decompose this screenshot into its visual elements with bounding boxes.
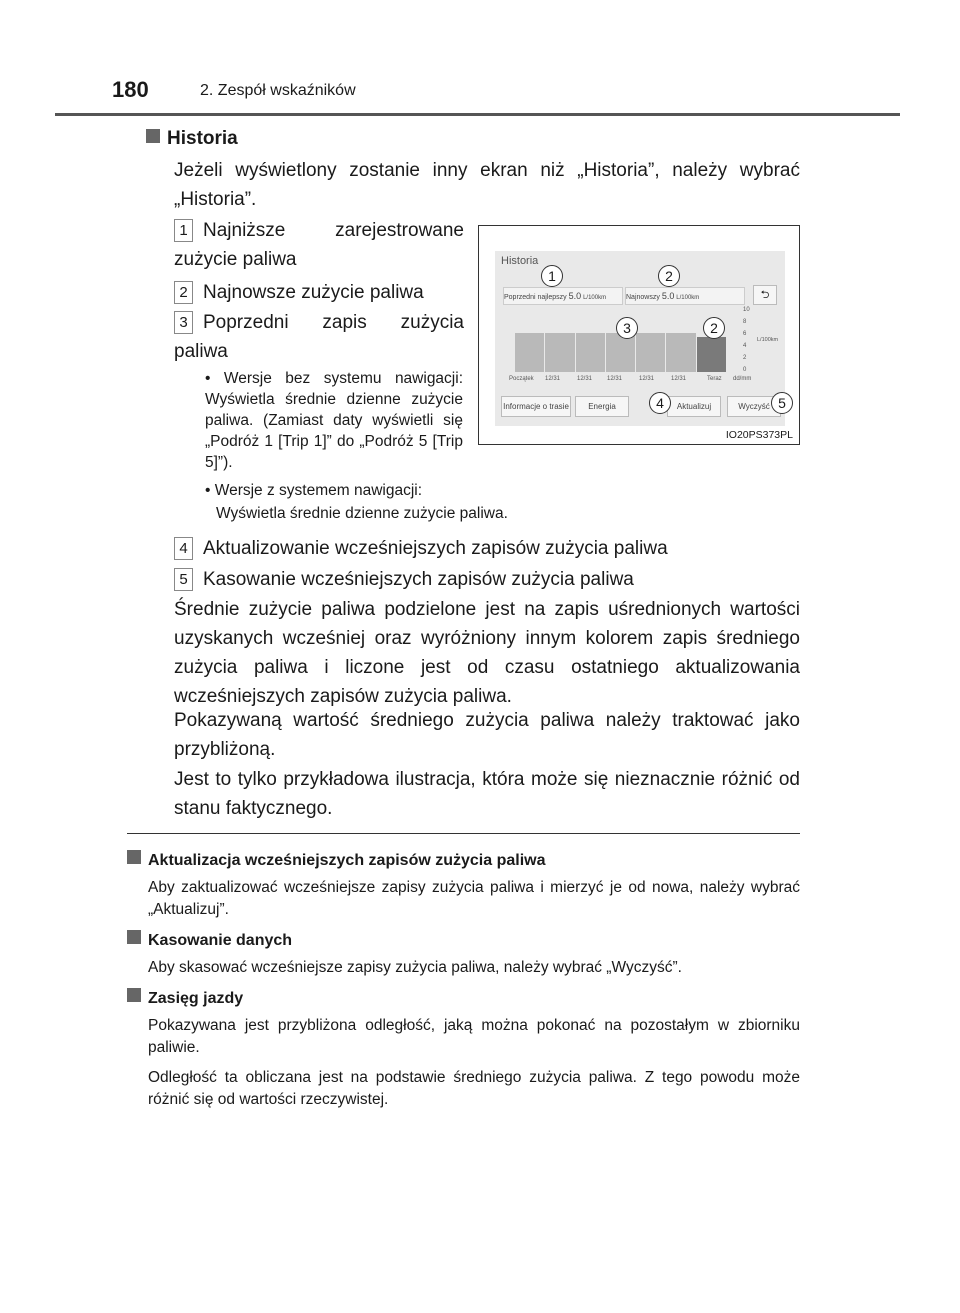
historia-heading: Historia	[146, 128, 238, 150]
chart-bar	[606, 333, 636, 372]
list-item-2: 2 Najnowsze zużycie paliwa	[174, 278, 464, 307]
number-badge: 4	[174, 537, 193, 560]
square-bullet-icon	[127, 850, 141, 864]
x-tick-label: 12/31	[607, 376, 623, 382]
chart-bar	[576, 333, 606, 372]
list-item-3: 3 Poprzedni zapis zużycia paliwa	[174, 312, 464, 362]
note-heading-range: Zasięg jazdy	[127, 988, 243, 1008]
chart-bar	[666, 333, 696, 372]
list-item-1: 1 Najniższe zarejestrowane zużycie paliwa	[174, 220, 464, 270]
list-item-5: 5 Kasowanie wcześniejszych zapisów zużycia paliwa	[174, 565, 800, 594]
best-value: 5.0	[568, 291, 582, 301]
paragraph-average: Średnie zużycie paliwa podzielone jest na zapis uśrednionych wartości uzyskanych wcześniej oraz wyróżniony innym kolorem zapis średniego zużycia paliwa i liczone jest od czasu ostatniego aktualizowania wcześniejszych zapisów zużycia paliwa.	[174, 599, 800, 707]
bullet-nav-2: Wyświetla średnie dzienne zużycie paliwa.	[216, 505, 508, 522]
clear-button[interactable]: Wyczyść	[727, 396, 781, 417]
number-badge: 2	[174, 281, 193, 304]
note-text-range-2: Odległość ta obliczana jest na podstawie średniego zużycia paliwa. Z tego powodu może różnić się od wartości rzeczywistej.	[148, 1069, 800, 1108]
header-rule	[55, 113, 900, 116]
paragraph-illustration: Jest to tylko przykładowa ilustracja, która może się nieznacznie różnić od stanu faktycznego.	[174, 769, 800, 819]
callout-2: 2	[658, 265, 680, 287]
latest-unit: L/100km	[676, 295, 700, 301]
square-bullet-icon	[127, 930, 141, 944]
page-number: 180	[112, 77, 149, 102]
screen-title: Historia	[501, 255, 539, 267]
back-button[interactable]: ⮌	[753, 285, 777, 305]
best-unit: L/100km	[583, 295, 607, 301]
callout-2b: 2	[703, 317, 725, 339]
x-tick-label: 12/31	[545, 376, 561, 382]
number-badge: 5	[174, 568, 193, 591]
y-tick-label: 8	[743, 319, 747, 325]
square-bullet-icon	[146, 129, 160, 143]
notes-rule	[127, 833, 800, 834]
bullet-no-nav: • Wersje bez systemu nawigacji: Wyświetla średnie dzienne zużycie paliwa. (Zamiast daty wyświetli się „Podróż 1 [Trip 1]” do „Podróż 5 [Trip 5]”).	[205, 370, 463, 471]
y-axis-unit: L/100km	[757, 337, 779, 343]
note-heading-clear: Kasowanie danych	[127, 930, 292, 950]
y-tick-label: 2	[743, 355, 747, 361]
x-tick-label: 12/31	[639, 376, 655, 382]
x-tick-label: 12/31	[577, 376, 593, 382]
y-tick-label: 10	[743, 307, 750, 313]
history-screen-figure	[478, 225, 800, 445]
energy-button[interactable]: Energia	[575, 396, 629, 417]
latest-label: Najnowszy	[626, 294, 660, 301]
chart-bar	[636, 333, 666, 372]
y-tick-label: 4	[743, 343, 747, 349]
x-tick-label: Teraz	[707, 376, 722, 382]
chart-bar	[545, 333, 575, 372]
note-heading-update: Aktualizacja wcześniejszych zapisów zużycia paliwa	[127, 850, 546, 870]
chart-bar	[697, 337, 727, 372]
historia-intro: Jeżeli wyświetlony zostanie inny ekran niż „Historia”, należy wybrać „Historia”.	[174, 160, 800, 210]
square-bullet-icon	[127, 988, 141, 1002]
chart-bar	[515, 333, 545, 372]
callout-5: 5	[771, 392, 793, 414]
callout-1: 1	[541, 265, 563, 287]
callout-3: 3	[616, 317, 638, 339]
number-badge: 3	[174, 311, 193, 334]
best-label: Poprzedni najlepszy	[504, 294, 567, 301]
note-text-update: Aby zaktualizować wcześniejsze zapisy zużycia paliwa i mierzyć je od nowa, należy wybrać „Aktualizuj”.	[148, 879, 800, 918]
list-item-4: 4 Aktualizowanie wcześniejszych zapisów zużycia paliwa	[174, 534, 800, 563]
bullet-nav-1: • Wersje z systemem nawigacji:	[205, 482, 423, 499]
figure-caption: IO20PS373PL	[725, 429, 793, 441]
best-consumption-box	[503, 287, 623, 305]
y-tick-label: 0	[743, 367, 747, 373]
y-tick-label: 6	[743, 331, 747, 337]
number-badge: 1	[174, 219, 193, 242]
note-text-clear: Aby skasować wcześniejsze zapisy zużycia paliwa, należy wybrać „Wyczyść”.	[148, 959, 682, 976]
paragraph-approx: Pokazywaną wartość średniego zużycia paliwa należy traktować jako przybliżoną.	[174, 710, 800, 760]
update-button[interactable]: Aktualizuj	[667, 396, 721, 417]
latest-value: 5.0	[661, 291, 675, 301]
screen-illustration	[495, 251, 785, 426]
x-tick-label: 12/31	[671, 376, 687, 382]
latest-consumption-box	[625, 287, 745, 305]
section-title: 2. Zespół wskaźników	[200, 82, 356, 99]
trip-info-button[interactable]: Informacje o trasie	[501, 396, 571, 417]
note-text-range: Pokazywana jest przybliżona odległość, jaką można pokonać na pozostałym w zbiorniku paliwie.	[148, 1017, 800, 1056]
callout-4: 4	[649, 392, 671, 414]
x-tick-label: Początek	[509, 376, 534, 382]
x-tick-label: dd/mm	[733, 376, 752, 382]
